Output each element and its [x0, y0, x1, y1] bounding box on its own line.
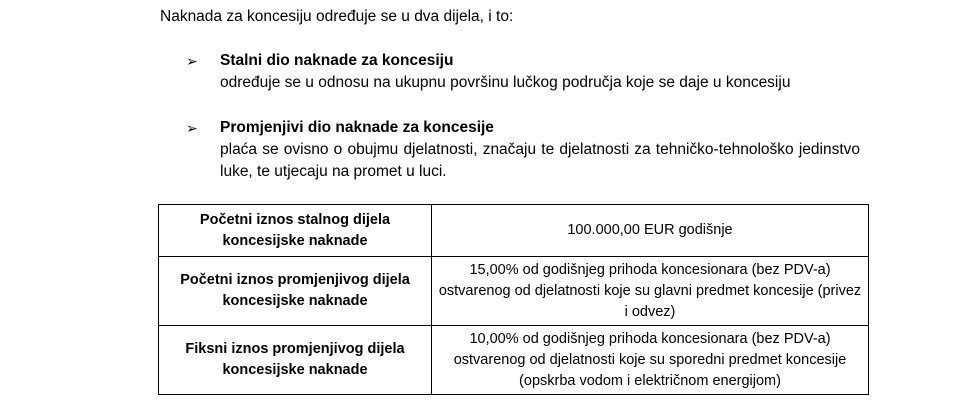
table-row	[159, 257, 869, 326]
bullet-title: Promjenjivi dio naknade za koncesije	[220, 119, 494, 136]
fee-value-cell: 10,00% od godišnjeg prihoda koncesionara (bez PDV-a) ostvarenog od djelatnosti koje su sporedni predmet koncesije (opskrba vodom i električnom energijom)	[432, 326, 869, 395]
intro-paragraph: Naknada za koncesiju određuje se u dva dijela, i to:	[160, 8, 514, 25]
fee-label-cell: Početni iznos stalnog dijela koncesijske naknade	[159, 205, 432, 257]
arrow-bullet-icon: ➢	[186, 120, 198, 136]
table-row	[159, 205, 869, 257]
bullet-title: Stalni dio naknade za koncesiju	[220, 52, 454, 69]
arrow-bullet-icon: ➢	[186, 53, 198, 69]
fee-value-cell: 100.000,00 EUR godišnje	[432, 205, 869, 257]
bullet-description: određuje se u odnosu na ukupnu površinu lučkog područja koje se daje u koncesiju	[220, 74, 791, 91]
fee-label-cell: Početni iznos promjenjivog dijela koncesijske naknade	[159, 257, 432, 326]
fee-value-cell: 15,00% od godišnjeg prihoda koncesionara (bez PDV-a) ostvarenog od djelatnosti koje su glavni predmet koncesije (privez i odvez)	[432, 257, 869, 326]
fee-table	[158, 204, 869, 395]
bullet-description: plaća se ovisno o obujmu djelatnosti, značaju te djelatnosti za tehničko-tehnološko jedinstvo luke, te utjecaju na promet u luci.	[220, 141, 860, 180]
table-row	[159, 326, 869, 395]
fee-label-cell: Fiksni iznos promjenjivog dijela koncesijske naknade	[159, 326, 432, 395]
